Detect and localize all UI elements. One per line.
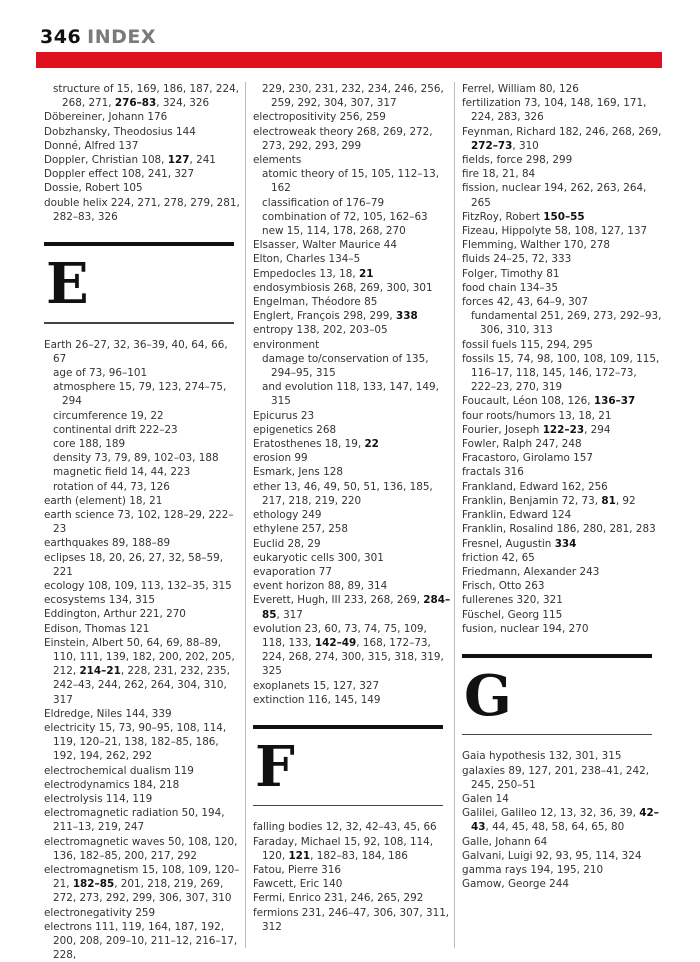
index-entry xyxy=(462,352,662,395)
entry-text: electrons 111, 119, 164, 187, 192, 200, 208, 209–10, 211–12, 216–17, 228, xyxy=(44,920,238,962)
entry-text: Galle, Johann 64 xyxy=(462,835,548,848)
index-entry xyxy=(253,153,453,167)
index-entry xyxy=(44,125,244,139)
index-entry xyxy=(44,551,244,579)
entry-text: eukaryotic cells 300, 301 xyxy=(253,551,384,564)
index-entry xyxy=(462,295,662,309)
index-entry xyxy=(253,679,453,693)
entry-text: exoplanets 15, 127, 327 xyxy=(253,679,380,692)
entry-text: earth science 73, 102, 128–29, 222–23 xyxy=(44,508,234,536)
index-entry xyxy=(462,792,662,806)
page-number: 346 xyxy=(40,26,82,48)
index-entry xyxy=(253,906,453,934)
entry-text: , 241 xyxy=(189,154,216,167)
entry-text: Dossie, Robert 105 xyxy=(44,182,143,195)
index-entry xyxy=(462,849,662,863)
entry-text: Edison, Thomas 121 xyxy=(44,622,150,635)
entry-text: , 228, 231, 232, 235, 242–43, 244, 262, 264, 304, 310, 317 xyxy=(53,665,230,706)
entry-text: Einstein, Albert 50, 64, 69, 88–89, 110, 111, 139, 182, 200, 202, 205, 212, xyxy=(44,636,235,678)
entry-text: ecosystems 134, 315 xyxy=(44,594,156,607)
entry-text: Döbereiner, Johann 176 xyxy=(44,111,168,124)
entry-text: Fourier, Joseph xyxy=(462,423,543,436)
main-page-ref: 284–85 xyxy=(262,594,451,621)
entry-text: Epicurus 23 xyxy=(253,409,315,422)
index-column-1 xyxy=(44,82,244,962)
index-entry xyxy=(253,522,453,536)
index-entry xyxy=(462,252,662,266)
index-entry xyxy=(253,281,453,295)
index-entry xyxy=(253,537,453,551)
main-page-ref: 182–85 xyxy=(72,878,115,891)
index-entry xyxy=(462,82,662,96)
entry-text: Engelman, Théodore 85 xyxy=(253,296,378,309)
entry-text: ecology 108, 109, 113, 132–35, 315 xyxy=(44,579,232,592)
entry-text: Euclid 28, 29 xyxy=(253,537,321,550)
index-entry xyxy=(44,764,244,778)
index-entry xyxy=(44,579,244,593)
index-entry xyxy=(253,380,453,408)
entry-text: earthquakes 89, 188–89 xyxy=(44,537,171,550)
index-entry xyxy=(462,210,662,224)
main-page-ref: 127 xyxy=(167,154,190,167)
index-entry xyxy=(44,863,244,906)
entry-text: Doppler, Christian 108, xyxy=(44,154,168,167)
index-entry xyxy=(462,494,662,508)
index-entry xyxy=(462,579,662,593)
entry-text: Franklin, Edward 124 xyxy=(462,509,572,522)
entry-text: Gaia hypothesis 132, 301, 315 xyxy=(462,750,622,763)
index-entry xyxy=(253,125,453,153)
index-entry xyxy=(44,607,244,621)
entry-text: electronegativity 259 xyxy=(44,906,156,919)
index-entry xyxy=(44,508,244,536)
entry-text: Esmark, Jens 128 xyxy=(253,466,343,479)
index-entry xyxy=(44,338,244,366)
index-entry xyxy=(253,508,453,522)
index-entry xyxy=(253,551,453,565)
entry-text: Everett, Hugh, III 233, 268, 269, xyxy=(253,594,424,607)
entry-text: evolution 23, 60, 73, 74, 75, 109, 118, 133, xyxy=(253,622,427,649)
main-page-ref: 214–21 xyxy=(79,665,121,678)
entry-text: Fatou, Pierre 316 xyxy=(253,864,341,877)
index-entry xyxy=(462,309,662,337)
section-heading-f xyxy=(253,725,453,807)
section-letter: E xyxy=(46,251,89,318)
entry-text: Fowler, Ralph 247, 248 xyxy=(462,438,582,451)
index-entry xyxy=(253,224,453,238)
page-title: INDEX xyxy=(87,26,157,48)
index-entry xyxy=(253,338,453,352)
entry-text: Fresnel, Augustin xyxy=(462,537,555,550)
entry-text: eclipses 18, 20, 26, 27, 32, 58–59, 221 xyxy=(44,551,224,578)
entry-text: Foucault, Léon 108, 126, xyxy=(462,395,594,408)
entry-text: Dobzhansky, Theodosius 144 xyxy=(44,125,196,138)
index-entry xyxy=(44,380,244,408)
index-entry xyxy=(462,877,662,891)
index-entry xyxy=(462,835,662,849)
index-entry xyxy=(44,480,244,494)
index-entry xyxy=(462,608,662,622)
entry-text: fertilization 73, 104, 148, 169, 171, 224, 283, 326 xyxy=(462,97,647,124)
entry-text: Englert, François 298, 299, xyxy=(253,310,396,323)
entry-text: atmosphere 15, 79, 123, 274–75, 294 xyxy=(53,381,227,408)
index-entry xyxy=(462,451,662,465)
index-entry xyxy=(44,437,244,451)
index-entry xyxy=(44,196,244,224)
entry-text: Friedmann, Alexander 243 xyxy=(462,565,600,578)
entry-text: classification of 176–79 xyxy=(262,196,385,209)
entry-text: Eldredge, Niles 144, 339 xyxy=(44,707,172,720)
entry-text: electromagnetic waves 50, 108, 120, 136, 182–85, 200, 217, 292 xyxy=(44,835,238,862)
index-entry xyxy=(253,252,453,266)
entry-text: electromagnetism 15, 108, 109, 120–21, xyxy=(44,864,240,891)
entry-text: endosymbiosis 268, 269, 300, 301 xyxy=(253,281,433,294)
index-entry xyxy=(44,82,244,110)
entry-text: Gamow, George 244 xyxy=(462,878,570,891)
entry-text: fullerenes 320, 321 xyxy=(462,594,563,607)
section-heading-g xyxy=(462,654,662,736)
column-divider xyxy=(454,82,455,948)
index-entry xyxy=(462,281,662,295)
index-entry xyxy=(44,536,244,550)
main-page-ref: 142–49 xyxy=(314,636,357,649)
entry-text: event horizon 88, 89, 314 xyxy=(253,580,388,593)
index-entry xyxy=(462,622,662,636)
entry-text: rotation of 44, 73, 126 xyxy=(53,480,170,493)
index-entry xyxy=(462,593,662,607)
index-entry xyxy=(253,167,453,195)
entry-text: electromagnetic radiation 50, 194, 211–13, 219, 247 xyxy=(44,807,225,834)
main-page-ref: 136–37 xyxy=(593,395,636,408)
entry-text: gamma rays 194, 195, 210 xyxy=(462,864,604,877)
index-entry xyxy=(462,267,662,281)
main-page-ref: 122–23 xyxy=(542,423,585,436)
entry-text: Elsasser, Walter Maurice 44 xyxy=(253,239,397,252)
entry-text: core 188, 189 xyxy=(53,437,126,450)
index-entry xyxy=(253,323,453,337)
main-page-ref: 338 xyxy=(395,310,418,323)
index-entry xyxy=(44,153,244,167)
main-page-ref: 21 xyxy=(359,267,374,280)
index-entry xyxy=(44,451,244,465)
section-rule-bottom xyxy=(253,805,443,807)
index-entry xyxy=(44,494,244,508)
entry-text: Flemming, Walther 170, 278 xyxy=(462,239,610,252)
entry-text: fluids 24–25, 72, 333 xyxy=(462,253,572,266)
index-entry xyxy=(253,309,453,323)
index-entry xyxy=(462,749,662,763)
entry-text: fusion, nuclear 194, 270 xyxy=(462,622,589,635)
section-rule-bottom xyxy=(462,734,652,736)
index-entry xyxy=(253,579,453,593)
index-entry xyxy=(253,820,453,834)
entry-text: fermions 231, 246–47, 306, 307, 311, 312 xyxy=(253,906,450,933)
entry-text: Franklin, Benjamin 72, 73, xyxy=(462,494,602,507)
entry-text: Fermi, Enrico 231, 246, 265, 292 xyxy=(253,892,424,905)
main-page-ref: 22 xyxy=(364,438,379,451)
entry-text: fundamental 251, 269, 273, 292–93, 306, 310, 313 xyxy=(471,310,662,337)
entry-text: epigenetics 268 xyxy=(253,423,337,436)
entry-text: entropy 138, 202, 203–05 xyxy=(253,324,388,337)
entry-text: , 317 xyxy=(276,608,303,621)
index-entry xyxy=(253,423,453,437)
entry-text: forces 42, 43, 64–9, 307 xyxy=(462,296,589,309)
entry-text: electrolysis 114, 119 xyxy=(44,793,153,806)
index-entry xyxy=(462,764,662,792)
entry-text: Füschel, Georg 115 xyxy=(462,608,563,621)
entry-text: Elton, Charles 134–5 xyxy=(253,253,361,266)
entry-text: Franklin, Rosalind 186, 280, 281, 283 xyxy=(462,523,656,536)
entry-text: Feynman, Richard 182, 246, 268, 269, xyxy=(462,125,662,138)
entry-text: fire 18, 21, 84 xyxy=(462,168,536,181)
entry-text: atomic theory of 15, 105, 112–13, 162 xyxy=(262,168,440,195)
index-entry xyxy=(44,707,244,721)
entry-text: Fawcett, Eric 140 xyxy=(253,878,343,891)
section-letter: F xyxy=(255,733,295,800)
index-entry xyxy=(462,508,662,522)
entry-text: , 294 xyxy=(584,423,611,436)
index-entry xyxy=(44,778,244,792)
entry-text: Eratosthenes 18, 19, xyxy=(253,438,365,451)
entry-text: Frisch, Otto 263 xyxy=(462,580,545,593)
entry-text: Folger, Timothy 81 xyxy=(462,267,560,280)
index-entry xyxy=(253,196,453,210)
section-rule-bottom xyxy=(44,322,234,324)
index-entry xyxy=(462,537,662,551)
index-entry xyxy=(253,295,453,309)
index-entry xyxy=(462,96,662,124)
entry-text: magnetic field 14, 44, 223 xyxy=(53,466,191,479)
index-entry xyxy=(44,366,244,380)
index-entry xyxy=(253,863,453,877)
entry-text: Donné, Alfred 137 xyxy=(44,139,139,152)
entry-text: continental drift 222–23 xyxy=(53,423,178,436)
index-entry xyxy=(462,423,662,437)
index-entry xyxy=(462,522,662,536)
main-page-ref: 272–73 xyxy=(471,139,513,152)
entry-text: fission, nuclear 194, 262, 263, 264, 265 xyxy=(462,182,647,209)
index-entry xyxy=(253,891,453,905)
index-entry xyxy=(462,153,662,167)
index-entry xyxy=(253,352,453,380)
entry-text: food chain 134–35 xyxy=(462,281,558,294)
index-entry xyxy=(253,877,453,891)
entry-text: Earth 26–27, 32, 36–39, 40, 64, 66, 67 xyxy=(44,338,228,365)
index-entry xyxy=(253,593,453,621)
main-page-ref: 276–83 xyxy=(114,97,157,110)
entry-text: Doppler effect 108, 241, 327 xyxy=(44,168,195,181)
index-entry xyxy=(44,110,244,124)
entry-text: evaporation 77 xyxy=(253,565,332,578)
page-header xyxy=(40,26,156,48)
index-entry xyxy=(462,465,662,479)
index-entry xyxy=(462,565,662,579)
index-entry xyxy=(253,465,453,479)
index-entry xyxy=(44,423,244,437)
entry-text: extinction 116, 145, 149 xyxy=(253,693,381,706)
index-entry xyxy=(462,480,662,494)
index-entry xyxy=(44,622,244,636)
main-page-ref: 150–55 xyxy=(543,210,585,223)
section-letter: G xyxy=(464,662,512,729)
entry-text: Faraday, Michael 15, 92, 108, 114, 120, xyxy=(253,835,434,862)
index-entry xyxy=(253,210,453,224)
entry-text: fractals 316 xyxy=(462,466,524,479)
index-entry xyxy=(462,224,662,238)
entry-text: , 324, 326 xyxy=(156,97,210,110)
index-entry xyxy=(44,835,244,863)
entry-text: , 310 xyxy=(512,139,539,152)
index-entry xyxy=(253,480,453,508)
entry-text: electrochemical dualism 119 xyxy=(44,764,194,777)
entry-text: , 201, 218, 219, 269, 272, 273, 292, 299, 306, 307, 310 xyxy=(53,878,232,905)
header-color-band xyxy=(36,52,662,68)
entry-text: Galen 14 xyxy=(462,793,509,806)
entry-text: Fracastoro, Girolamo 157 xyxy=(462,452,593,465)
entry-text: Frankland, Edward 162, 256 xyxy=(462,480,608,493)
index-entry xyxy=(462,181,662,209)
entry-text: elements xyxy=(253,154,302,167)
entry-text: falling bodies 12, 32, 42–43, 45, 66 xyxy=(253,821,437,834)
section-heading-e xyxy=(44,242,244,324)
entry-text: electrodynamics 184, 218 xyxy=(44,778,180,791)
index-entry xyxy=(253,238,453,252)
entry-text: environment xyxy=(253,338,320,351)
index-entry xyxy=(44,593,244,607)
entry-text: structure of 15, 169, 186, 187, 224, 268, 271, xyxy=(53,83,240,110)
entry-text: Fizeau, Hippolyte 58, 108, 127, 137 xyxy=(462,225,648,238)
entry-text: ethology 249 xyxy=(253,509,322,522)
entry-text: new 15, 114, 178, 268, 270 xyxy=(262,225,406,238)
entry-text: friction 42, 65 xyxy=(462,551,535,564)
entry-text: density 73, 79, 89, 102–03, 188 xyxy=(53,452,219,465)
main-page-ref: 81 xyxy=(601,494,616,507)
index-entry xyxy=(253,565,453,579)
index-entry xyxy=(253,437,453,451)
main-page-ref: 42–43 xyxy=(471,807,659,834)
entry-text: , 92 xyxy=(615,494,636,507)
index-entry xyxy=(462,409,662,423)
index-entry xyxy=(462,238,662,252)
index-entry xyxy=(462,437,662,451)
index-entry xyxy=(253,835,453,863)
index-entry xyxy=(253,451,453,465)
entry-text: Galilei, Galileo 12, 13, 32, 36, 39, xyxy=(462,807,640,820)
index-entry xyxy=(44,906,244,920)
entry-text: circumference 19, 22 xyxy=(53,409,164,422)
entry-text: Galvani, Luigi 92, 93, 95, 114, 324 xyxy=(462,849,642,862)
index-entry xyxy=(44,409,244,423)
index-column-2 xyxy=(253,82,453,934)
entry-text: , 44, 45, 48, 58, 64, 65, 80 xyxy=(485,821,625,834)
index-entry xyxy=(44,465,244,479)
entry-text: fossil fuels 115, 294, 295 xyxy=(462,338,593,351)
entry-text: fields, force 298, 299 xyxy=(462,154,573,167)
entry-text: fossils 15, 74, 98, 100, 108, 109, 115, 116–17, 118, 145, 146, 172–73, 222–23, 270, 319 xyxy=(462,352,660,394)
index-entry xyxy=(44,721,244,764)
index-entry xyxy=(462,394,662,408)
index-entry xyxy=(44,139,244,153)
entry-text: , 168, 172–73, 224, 268, 274, 300, 315, 318, 319, 325 xyxy=(262,636,444,678)
entry-text: damage to/conservation of 135, 294–95, 315 xyxy=(262,352,429,380)
entry-text: electroweak theory 268, 269, 272, 273, 292, 293, 299 xyxy=(253,125,433,152)
index-entry xyxy=(462,863,662,877)
entry-text: electricity 15, 73, 90–95, 108, 114, 119, 120–21, 138, 182–85, 186, 192, 194, 262, 292 xyxy=(44,722,227,763)
entry-text: electropositivity 256, 259 xyxy=(253,111,386,124)
entry-text: galaxies 89, 127, 201, 238–41, 242, 245, 250–51 xyxy=(462,764,650,791)
entry-text: 229, 230, 231, 232, 234, 246, 256, 259, 292, 304, 307, 317 xyxy=(262,83,444,110)
index-entry xyxy=(44,181,244,195)
entry-text: ethylene 257, 258 xyxy=(253,523,349,536)
entry-text: Eddington, Arthur 221, 270 xyxy=(44,608,186,621)
column-divider xyxy=(245,82,246,948)
index-entry xyxy=(253,693,453,707)
index-entry xyxy=(253,82,453,110)
index-entry xyxy=(253,409,453,423)
index-entry xyxy=(462,125,662,153)
entry-text: FitzRoy, Robert xyxy=(462,210,544,223)
index-entry xyxy=(253,622,453,679)
entry-text: and evolution 118, 133, 147, 149, 315 xyxy=(262,381,439,408)
entry-text: four roots/humors 13, 18, 21 xyxy=(462,409,612,422)
entry-text: Ferrel, William 80, 126 xyxy=(462,83,579,95)
index-entry xyxy=(462,806,662,834)
index-entry xyxy=(44,636,244,707)
entry-text: Empedocles 13, 18, xyxy=(253,267,359,280)
index-entry xyxy=(462,167,662,181)
entry-text: double helix 224, 271, 278, 279, 281, 282–83, 326 xyxy=(44,196,240,223)
index-column-3 xyxy=(462,82,662,891)
index-entry xyxy=(44,806,244,834)
main-page-ref: 121 xyxy=(288,849,311,862)
index-entry xyxy=(462,551,662,565)
index-entry xyxy=(44,920,244,962)
entry-text: combination of 72, 105, 162–63 xyxy=(262,210,428,223)
entry-text: ether 13, 46, 49, 50, 51, 136, 185, 217, 218, 219, 220 xyxy=(253,480,433,507)
entry-text: age of 73, 96–101 xyxy=(53,366,148,379)
entry-text: earth (element) 18, 21 xyxy=(44,494,163,507)
index-entry xyxy=(44,167,244,181)
index-entry xyxy=(253,110,453,124)
entry-text: erosion 99 xyxy=(253,452,308,465)
index-entry xyxy=(253,267,453,281)
entry-text: , 182–83, 184, 186 xyxy=(310,849,408,862)
index-entry xyxy=(462,338,662,352)
main-page-ref: 334 xyxy=(554,537,577,550)
index-entry xyxy=(44,792,244,806)
